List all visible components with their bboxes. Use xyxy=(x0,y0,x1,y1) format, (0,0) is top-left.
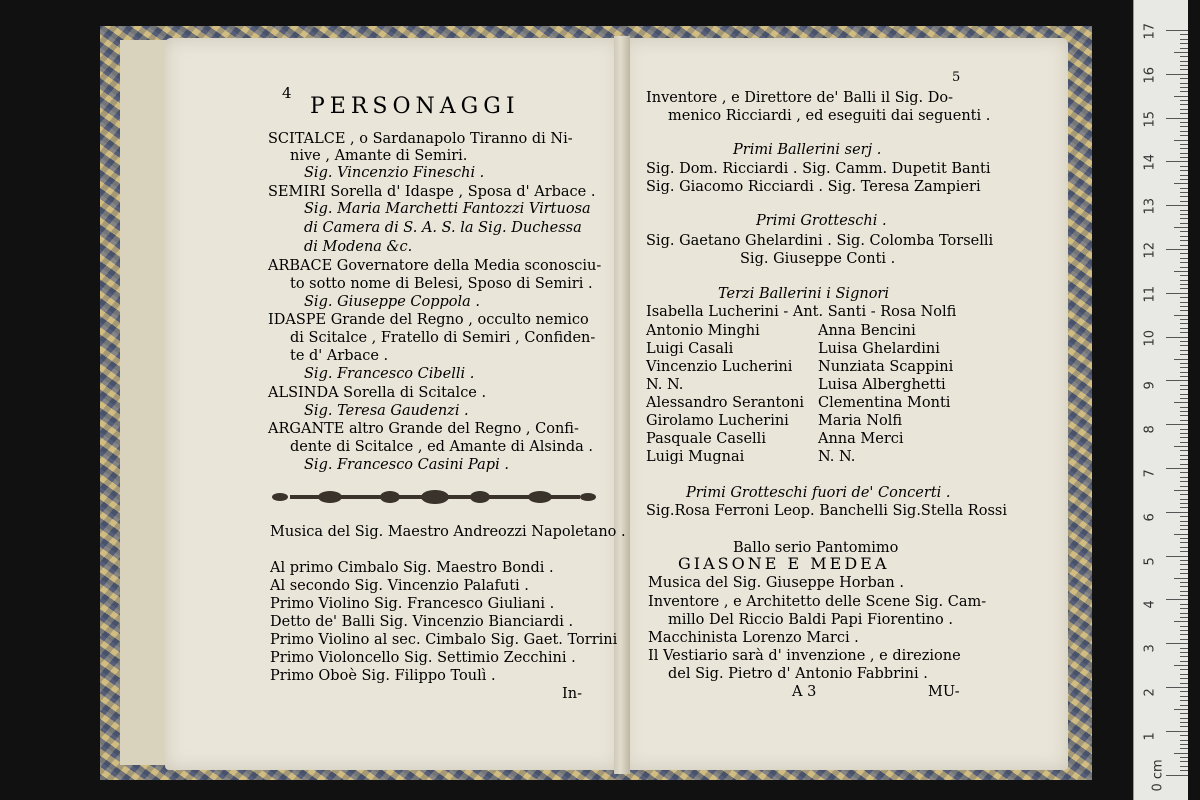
ruler-tick xyxy=(1180,319,1188,320)
ruler-tick xyxy=(1180,573,1188,574)
orchestra-line: Detto de' Balli Sig. Vincenzio Bianciardi . xyxy=(270,614,574,630)
section-title: Primi Ballerini serj . xyxy=(733,142,882,158)
ruler-tick xyxy=(1174,753,1188,754)
list-item: Vincenzio Lucherini xyxy=(646,359,793,375)
ruler-tick xyxy=(1180,582,1188,583)
ruler-tick xyxy=(1180,634,1188,635)
ruler-tick xyxy=(1166,205,1188,206)
ruler-tick xyxy=(1180,65,1188,66)
ruler-tick xyxy=(1180,332,1188,333)
ruler-tick xyxy=(1180,223,1188,224)
ruler-tick xyxy=(1166,118,1188,119)
ruler-tick xyxy=(1174,534,1188,535)
ruler-tick xyxy=(1180,69,1188,70)
section-title: Primi Grotteschi fuori de' Concerti . xyxy=(686,485,951,501)
ruler-number: 17 xyxy=(1142,22,1158,40)
list-item: Girolamo Lucherini xyxy=(646,413,789,429)
ruler-tick xyxy=(1180,83,1188,84)
ruler-tick xyxy=(1180,407,1188,408)
section-title: Terzi Ballerini i Signori xyxy=(718,286,889,302)
ruler-tick xyxy=(1180,148,1188,149)
ruler-tick xyxy=(1174,183,1188,184)
ruler-tick xyxy=(1180,275,1188,276)
cast-line: ALSINDA Sorella di Scitalce . xyxy=(268,385,487,401)
ruler-tick xyxy=(1180,420,1188,421)
ruler-tick xyxy=(1166,293,1188,294)
ballo-subtitle: Ballo serio Pantomimo xyxy=(733,540,899,556)
intro-line: Inventore , e Direttore de' Balli il Sig. Do- xyxy=(646,90,954,106)
ruler-tick xyxy=(1180,192,1188,193)
ruler-tick xyxy=(1180,503,1188,504)
list-item: Nunziata Scappini xyxy=(818,359,954,375)
ruler-tick xyxy=(1180,297,1188,298)
orchestra-line: Primo Oboè Sig. Filippo Toulì . xyxy=(270,668,496,684)
list-item: Antonio Minghi xyxy=(646,323,760,339)
ruler-tick xyxy=(1180,170,1188,171)
ruler-tick xyxy=(1174,402,1188,403)
ruler-tick xyxy=(1180,376,1188,377)
ruler-tick xyxy=(1180,87,1188,88)
ruler-tick xyxy=(1180,91,1188,92)
ruler-tick xyxy=(1180,245,1188,246)
cast-line: nive , Amante di Semiri. xyxy=(290,148,468,164)
ruler-tick xyxy=(1166,424,1188,425)
ruler-tick xyxy=(1180,761,1188,762)
ruler-tick xyxy=(1180,218,1188,219)
dancer-line: Sig. Dom. Ricciardi . Sig. Camm. Dupetit Banti xyxy=(646,161,991,177)
ruler-tick xyxy=(1166,556,1188,557)
ruler-tick xyxy=(1166,731,1188,732)
orchestra-line: Al secondo Sig. Vincenzio Palafuti . xyxy=(270,578,529,594)
ruler-tick xyxy=(1180,569,1188,570)
ruler-tick xyxy=(1180,472,1188,473)
ballo-title: GIASONE E MEDEA xyxy=(678,554,890,573)
ruler-tick xyxy=(1180,726,1188,727)
ruler-tick xyxy=(1180,705,1188,706)
list-item: Maria Nolfi xyxy=(818,413,903,429)
ruler-number: 14 xyxy=(1142,154,1158,171)
dancer-line: Sig. Giuseppe Conti . xyxy=(740,251,896,267)
ruler-tick xyxy=(1174,140,1188,141)
signature-mark: A 3 xyxy=(792,684,817,700)
list-item: Anna Bencini xyxy=(818,323,916,339)
ruler-tick xyxy=(1180,486,1188,487)
ruler-tick xyxy=(1180,109,1188,110)
cast-line: to sotto nome di Belesi, Sposo di Semiri . xyxy=(290,276,593,292)
ruler-tick xyxy=(1180,525,1188,526)
ruler-tick xyxy=(1180,648,1188,649)
intro-line: menico Ricciardi , ed eseguiti dai seguenti . xyxy=(668,108,991,124)
list-item: Anna Merci xyxy=(818,431,904,447)
credit-line: Inventore , e Architetto delle Scene Sig. Cam- xyxy=(648,594,987,610)
cast-line: Sig. Maria Marchetti Fantozzi Virtuosa xyxy=(304,201,591,217)
ruler-tick xyxy=(1180,157,1188,158)
ruler-tick xyxy=(1166,249,1188,250)
ruler-tick xyxy=(1180,691,1188,692)
ruler-tick xyxy=(1180,722,1188,723)
orchestra-line: Primo Violoncello Sig. Settimio Zecchini . xyxy=(270,650,576,666)
ruler-tick xyxy=(1180,551,1188,552)
page-header: PERSONAGGI xyxy=(310,94,520,119)
ruler-tick xyxy=(1174,446,1188,447)
ruler-tick xyxy=(1180,757,1188,758)
ruler-tick xyxy=(1166,74,1188,75)
ruler-tick xyxy=(1180,78,1188,79)
ruler-number: 4 xyxy=(1142,600,1158,609)
list-item: Luigi Casali xyxy=(646,341,734,357)
ruler-number: 8 xyxy=(1142,425,1158,434)
ruler-tick xyxy=(1180,363,1188,364)
cast-line: Sig. Vincenzio Fineschi . xyxy=(304,165,485,181)
ruler-tick xyxy=(1174,271,1188,272)
ruler-tick xyxy=(1180,284,1188,285)
ruler-tick xyxy=(1180,639,1188,640)
ruler-tick xyxy=(1180,442,1188,443)
ruler-tick xyxy=(1166,380,1188,381)
orchestra-line: Primo Violino Sig. Francesco Giuliani . xyxy=(270,596,555,612)
ruler-tick xyxy=(1180,529,1188,530)
cast-line: SCITALCE , o Sardanapolo Tiranno di Ni- xyxy=(268,131,573,147)
right-page-number: 5 xyxy=(952,70,961,85)
cast-line: Sig. Giuseppe Coppola . xyxy=(304,294,481,310)
list-item: Luisa Alberghetti xyxy=(818,377,946,393)
orchestra-line: Al primo Cimbalo Sig. Maestro Bondi . xyxy=(270,560,554,576)
list-item: Pasquale Caselli xyxy=(646,431,766,447)
cast-line: ARBACE Governatore della Media sconosciu- xyxy=(268,258,602,274)
ruler-tick xyxy=(1180,437,1188,438)
ruler-tick xyxy=(1180,507,1188,508)
cast-line: dente di Scitalce , ed Amante di Alsinda . xyxy=(290,439,593,455)
ruler-unit: 0 cm xyxy=(1150,759,1166,792)
ruler-tick xyxy=(1180,175,1188,176)
ruler-tick xyxy=(1180,560,1188,561)
ruler-tick xyxy=(1180,683,1188,684)
ruler-tick xyxy=(1180,61,1188,62)
list-item: Clementina Monti xyxy=(818,395,951,411)
credit-line: Musica del Sig. Giuseppe Horban . xyxy=(648,575,904,591)
cast-line: di Scitalce , Fratello di Semiri , Confiden- xyxy=(290,330,596,346)
ruler-tick xyxy=(1180,131,1188,132)
ruler-tick xyxy=(1180,179,1188,180)
ruler-tick xyxy=(1180,196,1188,197)
credit-line: Macchinista Lorenzo Marci . xyxy=(648,630,859,646)
ruler-tick xyxy=(1166,687,1188,688)
ruler-tick xyxy=(1180,770,1188,771)
ruler-tick xyxy=(1180,188,1188,189)
catchword: In- xyxy=(562,686,582,702)
ruler-tick xyxy=(1180,144,1188,145)
ruler-tick xyxy=(1180,367,1188,368)
ruler-tick xyxy=(1180,494,1188,495)
ruler-tick xyxy=(1180,350,1188,351)
ruler-tick xyxy=(1180,748,1188,749)
list-item: N. N. xyxy=(646,377,684,393)
ruler-tick xyxy=(1180,564,1188,565)
ruler-tick xyxy=(1180,323,1188,324)
ruler-tick xyxy=(1180,499,1188,500)
ruler-number: 13 xyxy=(1142,198,1158,215)
ruler-tick xyxy=(1180,744,1188,745)
ruler-tick xyxy=(1180,411,1188,412)
ruler-tick xyxy=(1180,766,1188,767)
ruler-number: 1 xyxy=(1142,732,1158,741)
ruler-number: 7 xyxy=(1142,469,1158,478)
ruler-tick xyxy=(1180,459,1188,460)
ruler-tick xyxy=(1180,354,1188,355)
ruler-tick xyxy=(1180,210,1188,211)
ruler-tick xyxy=(1180,306,1188,307)
music-credit: Musica del Sig. Maestro Andreozzi Napoletano . xyxy=(270,524,626,540)
ruler-tick xyxy=(1180,538,1188,539)
credit-line: millo Del Riccio Baldi Papi Fiorentino . xyxy=(668,612,954,628)
section-title: Primi Grotteschi . xyxy=(756,213,887,229)
cast-line: Sig. Teresa Gaudenzi . xyxy=(304,403,469,419)
ruler-tick xyxy=(1180,415,1188,416)
ruler-tick xyxy=(1180,56,1188,57)
ruler-tick xyxy=(1174,578,1188,579)
ruler-tick xyxy=(1180,262,1188,263)
ruler-tick xyxy=(1180,464,1188,465)
credit-line: del Sig. Pietro d' Antonio Fabbrini . xyxy=(668,666,928,682)
ruler-tick xyxy=(1180,521,1188,522)
ruler-number: 16 xyxy=(1142,66,1158,84)
ruler-tick xyxy=(1174,665,1188,666)
ruler-tick xyxy=(1180,113,1188,114)
ruler-tick xyxy=(1180,674,1188,675)
ruler-number: 10 xyxy=(1142,329,1158,347)
list-item: Luisa Ghelardini xyxy=(818,341,940,357)
ruler-tick xyxy=(1180,328,1188,329)
ruler-tick xyxy=(1180,122,1188,123)
ruler-tick xyxy=(1180,713,1188,714)
ruler-tick xyxy=(1180,39,1188,40)
left-page-number: 4 xyxy=(282,84,292,102)
ruler-tick xyxy=(1180,385,1188,386)
ruler-tick xyxy=(1180,661,1188,662)
flyleaf-edge xyxy=(120,40,169,765)
ruler-tick xyxy=(1180,740,1188,741)
ruler-tick xyxy=(1180,718,1188,719)
ruler-tick xyxy=(1180,669,1188,670)
credit-line: Il Vestiario sarà d' invenzione , e direzione xyxy=(648,648,961,664)
ruler-tick xyxy=(1180,608,1188,609)
ruler-tick xyxy=(1180,656,1188,657)
ruler-tick xyxy=(1180,43,1188,44)
ruler-tick xyxy=(1180,450,1188,451)
dancer-line: Sig.Rosa Ferroni Leop. Banchelli Sig.Stella Rossi xyxy=(646,503,1007,519)
printer-ornament-icon xyxy=(270,488,600,506)
ruler-tick xyxy=(1180,429,1188,430)
ruler-tick xyxy=(1180,302,1188,303)
ruler-tick xyxy=(1180,345,1188,346)
ruler-tick xyxy=(1180,310,1188,311)
book-gutter xyxy=(614,36,630,774)
ruler-tick xyxy=(1180,696,1188,697)
ruler-tick xyxy=(1166,643,1188,644)
ruler-tick xyxy=(1166,161,1188,162)
ruler-tick xyxy=(1180,253,1188,254)
ruler-tick xyxy=(1180,652,1188,653)
cast-line: te d' Arbace . xyxy=(290,348,389,364)
ruler-tick xyxy=(1180,586,1188,587)
ruler-tick xyxy=(1180,455,1188,456)
ruler-number: 11 xyxy=(1142,285,1158,303)
ruler-tick xyxy=(1180,135,1188,136)
ruler-tick xyxy=(1180,735,1188,736)
ruler-tick xyxy=(1180,591,1188,592)
catchword: MU- xyxy=(928,684,960,700)
list-item: Luigi Mugnai xyxy=(646,449,745,465)
ruler-tick xyxy=(1180,258,1188,259)
ruler-tick xyxy=(1180,700,1188,701)
ruler-tick xyxy=(1166,512,1188,513)
dancer-line: Sig. Gaetano Ghelardini . Sig. Colomba Torselli xyxy=(646,233,994,249)
ruler-tick xyxy=(1174,359,1188,360)
ruler-tick xyxy=(1174,709,1188,710)
ruler-tick xyxy=(1180,34,1188,35)
ruler-tick xyxy=(1180,542,1188,543)
ruler-tick xyxy=(1180,126,1188,127)
ruler-tick xyxy=(1166,775,1188,776)
ruler-number: 15 xyxy=(1142,110,1158,128)
cast-line: di Modena &c. xyxy=(304,239,413,255)
measurement-ruler xyxy=(1133,0,1188,800)
ruler-tick xyxy=(1180,678,1188,679)
ruler-tick xyxy=(1180,166,1188,167)
ruler-tick xyxy=(1180,288,1188,289)
ruler-tick xyxy=(1180,201,1188,202)
orchestra-line: Primo Violino al sec. Cimbalo Sig. Gaet. Torrini xyxy=(270,632,618,648)
ruler-tick xyxy=(1180,595,1188,596)
dancer-line: Isabella Lucherini - Ant. Santi - Rosa Nolfi xyxy=(646,304,957,320)
ruler-tick xyxy=(1180,280,1188,281)
ruler-tick xyxy=(1166,599,1188,600)
ruler-number: 9 xyxy=(1142,381,1158,390)
ruler-tick xyxy=(1180,48,1188,49)
ruler-tick xyxy=(1180,547,1188,548)
ruler-tick xyxy=(1180,433,1188,434)
ruler-tick xyxy=(1180,626,1188,627)
ruler-tick xyxy=(1166,337,1188,338)
dancer-line: Sig. Giacomo Ricciardi . Sig. Teresa Zampieri xyxy=(646,179,981,195)
ruler-tick xyxy=(1180,231,1188,232)
ruler-tick xyxy=(1180,617,1188,618)
ruler-tick xyxy=(1180,604,1188,605)
ruler-tick xyxy=(1174,52,1188,53)
ruler-tick xyxy=(1180,630,1188,631)
ruler-tick xyxy=(1180,267,1188,268)
cast-line: Sig. Francesco Casini Papi . xyxy=(304,457,509,473)
cast-line: SEMIRI Sorella d' Idaspe , Sposa d' Arbace . xyxy=(268,184,596,200)
list-item: N. N. xyxy=(818,449,856,465)
ruler-tick xyxy=(1180,372,1188,373)
ruler-tick xyxy=(1174,227,1188,228)
cast-line: ARGANTE altro Grande del Regno , Confi- xyxy=(268,421,579,437)
ruler-number: 2 xyxy=(1142,688,1158,697)
ruler-tick xyxy=(1180,104,1188,105)
ruler-tick xyxy=(1166,30,1188,31)
ruler-tick xyxy=(1180,481,1188,482)
ruler-tick xyxy=(1180,240,1188,241)
ruler-tick xyxy=(1180,394,1188,395)
ruler-tick xyxy=(1174,315,1188,316)
cast-line: di Camera di S. A. S. la Sig. Duchessa xyxy=(304,220,582,236)
ruler-tick xyxy=(1180,398,1188,399)
ruler-tick xyxy=(1180,516,1188,517)
ruler-tick xyxy=(1180,341,1188,342)
ruler-number: 3 xyxy=(1142,644,1158,653)
ruler-tick xyxy=(1174,621,1188,622)
ruler-tick xyxy=(1180,236,1188,237)
ruler-tick xyxy=(1180,153,1188,154)
ruler-tick xyxy=(1180,477,1188,478)
ruler-tick xyxy=(1180,214,1188,215)
ruler-number: 5 xyxy=(1142,556,1158,566)
cast-line: IDASPE Grande del Regno , occulto nemico xyxy=(268,312,589,328)
ruler-tick xyxy=(1174,490,1188,491)
cast-line: Sig. Francesco Cibelli . xyxy=(304,366,475,382)
ruler-tick xyxy=(1180,389,1188,390)
ruler-number: 12 xyxy=(1142,241,1158,259)
ruler-tick xyxy=(1180,613,1188,614)
ruler-tick xyxy=(1174,96,1188,97)
ruler-tick xyxy=(1166,468,1188,469)
list-item: Alessandro Serantoni xyxy=(646,395,805,411)
ruler-number: 6 xyxy=(1142,513,1158,522)
ruler-tick xyxy=(1180,100,1188,101)
